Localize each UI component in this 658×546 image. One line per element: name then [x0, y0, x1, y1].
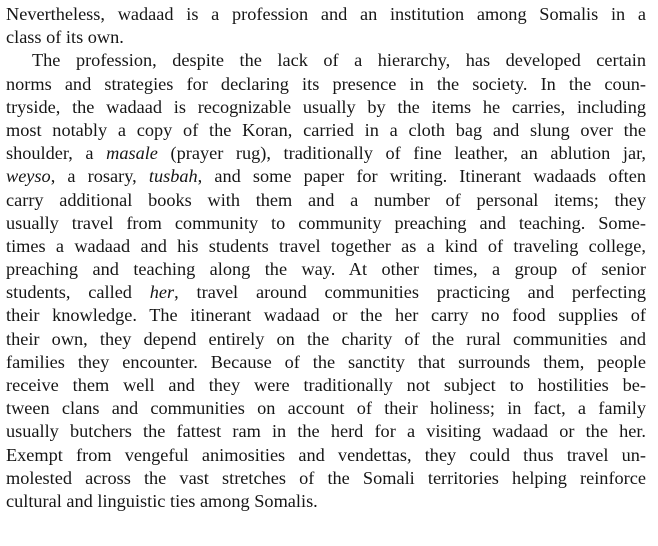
text-run: (prayer rug), traditionally of fine leather, an ablution jar, — [157, 143, 646, 164]
text-line: Exempt from vengeful animosities and vendettas, they could thus travel un- — [6, 444, 646, 465]
text-line — [6, 142, 646, 165]
text-run: , travel around communities practicing and perfecting — [174, 282, 646, 303]
text-run: , a rosary, — [50, 166, 149, 187]
text-line: usually travel from community to community preaching and teaching. Some- — [6, 212, 646, 233]
text-line: preaching and teaching along the way. At other times, a group of senior — [6, 259, 646, 280]
text-line: tween clans and communities on account of their holiness; in fact, a family — [6, 398, 646, 419]
text-line: norms and strategies for declaring its presence in the society. In the coun- — [6, 73, 646, 94]
text-run: shoulder, a — [6, 143, 107, 164]
text-line: their own, they depend entirely on the charity of the rural communities and — [6, 328, 646, 349]
text-run: , and some paper for writing. Itinerant wadaads often — [197, 166, 646, 187]
italic-term: masale — [106, 143, 158, 164]
text-line: The profession, despite the lack of a hierarchy, has developed certain — [32, 50, 646, 71]
text-line: families they encounter. Because of the sanctity that surrounds them, people — [6, 351, 646, 372]
document-page — [6, 3, 646, 513]
text-line: their knowledge. The itinerant wadaad or the her carry no food supplies of — [6, 305, 646, 326]
text-line: times a wadaad and his students travel together as a kind of traveling college, — [6, 235, 646, 256]
text-line: most notably a copy of the Koran, carried in a cloth bag and slung over the — [6, 119, 646, 140]
paragraph — [6, 49, 646, 513]
text-line: tryside, the wadaad is recognizable usually by the items he carries, including — [6, 96, 646, 117]
text-line: molested across the vast stretches of the Somali territories helping reinforce — [6, 467, 646, 488]
text-line: carry additional books with them and a number of personal items; they — [6, 189, 646, 210]
paragraph — [6, 3, 646, 49]
text-line: Nevertheless, wadaad is a profession and an institution among Somalis in a — [6, 4, 646, 24]
text-line: receive them well and they were traditionally not subject to hostilities be- — [6, 375, 646, 395]
italic-term: weyso — [6, 166, 51, 187]
text-line: usually butchers the fattest ram in the herd for a visiting wadaad or the her. — [6, 421, 646, 442]
italic-term: her — [149, 282, 175, 303]
text-line — [6, 281, 646, 304]
italic-term: tusbah — [148, 166, 198, 187]
text-line: class of its own. — [6, 27, 124, 48]
text-run: students, called — [6, 282, 150, 303]
text-line — [6, 165, 646, 188]
text-line: cultural and linguistic ties among Somalis. — [6, 490, 318, 511]
